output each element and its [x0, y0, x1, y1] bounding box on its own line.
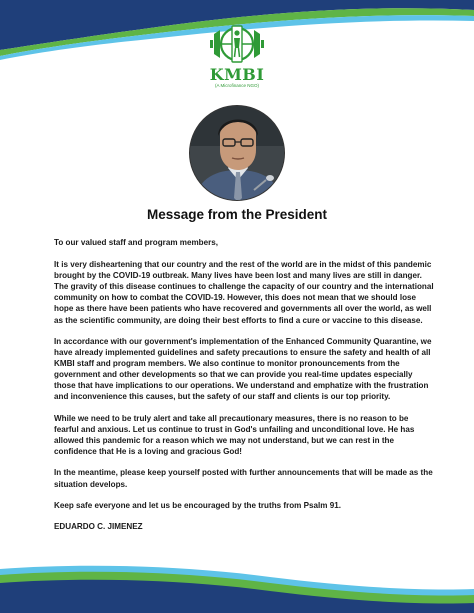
letter-paragraph-2: In accordance with our government's implementation of the Enhanced Community Quarantine, we have already implemented guidelines and safety precautions to ensure the safety and health of all KMBI staff and program members. We also continue to monitor pronouncements from the government and other developments so that we can provide you real-time updates especially those that have implications to our operations. We understand and emphatize with the frustration and inconvenience this causes, but the safety of our staff and clients is our top priority. [54, 336, 432, 402]
president-portrait [189, 105, 285, 201]
logo-tagline: (A Microfinance NGO) [214, 83, 259, 88]
letter-paragraph-5: Keep safe everyone and let us be encouraged by the truths from Psalm 91. [54, 500, 341, 510]
kmbi-emblem-icon [208, 24, 266, 66]
letter-signature: EDUARDO C. JIMENEZ [54, 522, 143, 532]
bottom-wave-banner [0, 555, 474, 613]
letter-paragraph-4: In the meantime, please keep yourself posted with further announcements that will be made as the situation develops. [54, 468, 433, 489]
kmbi-logo [0, 24, 474, 89]
letter-paragraph-1: It is very disheartening that our country and the rest of the world are in the midst of this pandemic brought by the COVID-19 outbreak. Many lives have been lost and many lives are still in danger. The gravity of this disease continues to challenge the capacity of our country and the international community on how to combat the COVID-19. However, this does not mean that we should lose hope as there have been patients who have recovered and governments all over the world, as well as the scientific community, are doing their best efforts to find a cure or vaccine to this disease. [54, 260, 434, 325]
page-title: Message from the President [146, 207, 328, 222]
letter-paragraph-3: While we need to be truly alert and take all precautionary measures, there is no reason to be fearful and anxious. Let us continue to trust in God's unfailing and unconditional love. He has allowed this pandemic for a reason which we may not understand, but we can rest in the confidence that He is a loving and gracious God! [54, 413, 415, 457]
logo-name: KMBI [209, 65, 265, 84]
letter-body [54, 237, 434, 532]
president-photo [190, 106, 285, 201]
letter-salutation: To our valued staff and program members, [54, 238, 219, 247]
